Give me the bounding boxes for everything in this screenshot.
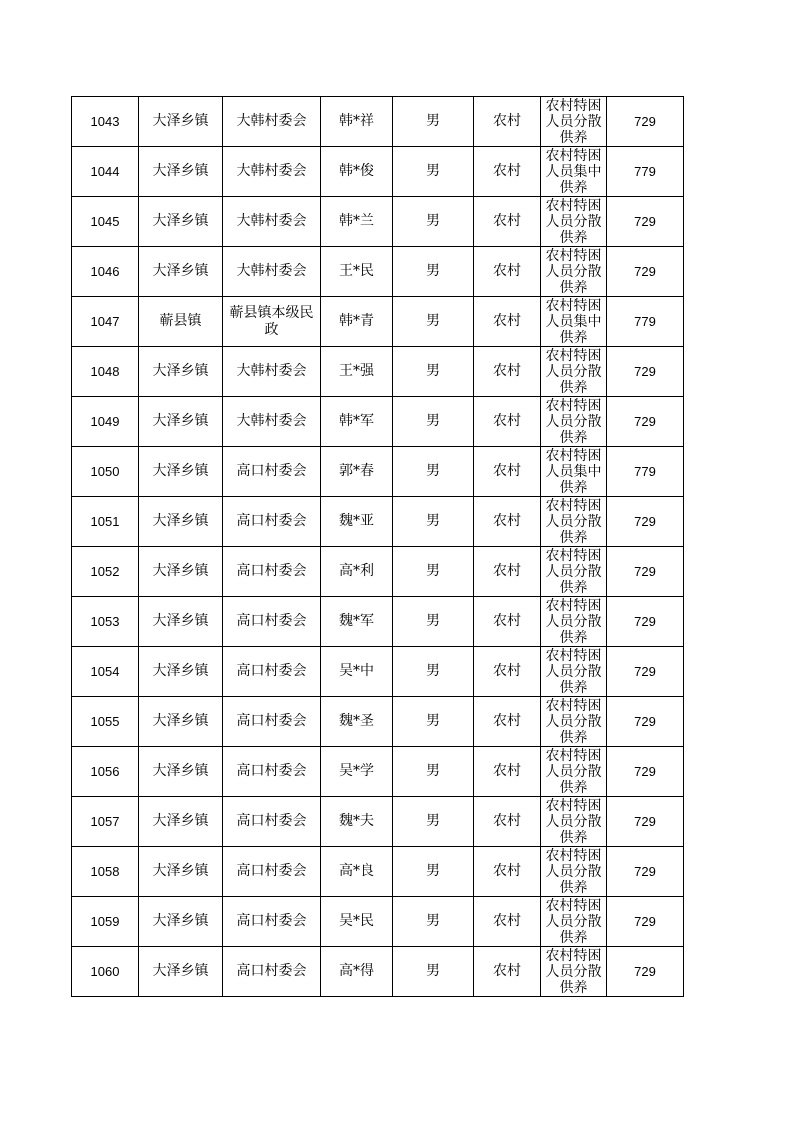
cell-town: 大泽乡镇 xyxy=(139,547,223,597)
cell-name: 吴*中 xyxy=(321,647,393,697)
cell-type-text: 农村特困人员分散供养 xyxy=(545,248,602,295)
cell-id: 1053 xyxy=(72,597,139,647)
cell-amount: 779 xyxy=(607,147,684,197)
cell-area: 农村 xyxy=(474,697,541,747)
cell-name: 韩*祥 xyxy=(321,97,393,147)
cell-amount: 729 xyxy=(607,347,684,397)
cell-village: 大韩村委会 xyxy=(223,247,321,297)
cell-gender: 男 xyxy=(393,897,474,947)
cell-village: 高口村委会 xyxy=(223,847,321,897)
cell-name: 高*利 xyxy=(321,547,393,597)
cell-id: 1054 xyxy=(72,647,139,697)
cell-town: 大泽乡镇 xyxy=(139,497,223,547)
cell-type xyxy=(541,197,607,247)
cell-town: 大泽乡镇 xyxy=(139,397,223,447)
table-row xyxy=(72,347,684,397)
cell-type xyxy=(541,447,607,497)
cell-amount: 729 xyxy=(607,897,684,947)
cell-village: 高口村委会 xyxy=(223,547,321,597)
cell-name: 魏*军 xyxy=(321,597,393,647)
cell-gender: 男 xyxy=(393,597,474,647)
table-row xyxy=(72,397,684,447)
cell-village: 大韩村委会 xyxy=(223,347,321,397)
cell-type-text: 农村特困人员分散供养 xyxy=(545,848,602,895)
cell-area: 农村 xyxy=(474,397,541,447)
cell-amount: 729 xyxy=(607,497,684,547)
cell-type xyxy=(541,347,607,397)
table-row xyxy=(72,597,684,647)
cell-name: 王*强 xyxy=(321,347,393,397)
cell-area: 农村 xyxy=(474,547,541,597)
cell-type xyxy=(541,697,607,747)
cell-town: 大泽乡镇 xyxy=(139,697,223,747)
cell-type xyxy=(541,847,607,897)
cell-area: 农村 xyxy=(474,897,541,947)
table-row xyxy=(72,697,684,747)
cell-area: 农村 xyxy=(474,497,541,547)
cell-amount: 729 xyxy=(607,697,684,747)
cell-town: 大泽乡镇 xyxy=(139,647,223,697)
cell-town: 大泽乡镇 xyxy=(139,347,223,397)
cell-village: 大韩村委会 xyxy=(223,97,321,147)
cell-name: 韩*兰 xyxy=(321,197,393,247)
cell-type xyxy=(541,147,607,197)
cell-town: 大泽乡镇 xyxy=(139,97,223,147)
cell-gender: 男 xyxy=(393,297,474,347)
cell-type xyxy=(541,97,607,147)
cell-amount: 729 xyxy=(607,797,684,847)
cell-village: 高口村委会 xyxy=(223,497,321,547)
cell-gender: 男 xyxy=(393,97,474,147)
cell-village: 高口村委会 xyxy=(223,697,321,747)
cell-id: 1052 xyxy=(72,547,139,597)
cell-village: 高口村委会 xyxy=(223,647,321,697)
cell-town: 大泽乡镇 xyxy=(139,247,223,297)
cell-type xyxy=(541,897,607,947)
cell-gender: 男 xyxy=(393,747,474,797)
cell-area: 农村 xyxy=(474,447,541,497)
cell-amount: 729 xyxy=(607,747,684,797)
cell-town: 大泽乡镇 xyxy=(139,597,223,647)
cell-type-text: 农村特困人员集中供养 xyxy=(545,148,602,195)
cell-town: 大泽乡镇 xyxy=(139,897,223,947)
cell-name: 韩*军 xyxy=(321,397,393,447)
cell-type-text: 农村特困人员集中供养 xyxy=(545,448,602,495)
cell-type xyxy=(541,547,607,597)
cell-name: 魏*圣 xyxy=(321,697,393,747)
cell-type-text: 农村特困人员分散供养 xyxy=(545,748,602,795)
cell-village: 大韩村委会 xyxy=(223,197,321,247)
cell-gender: 男 xyxy=(393,247,474,297)
cell-type-text: 农村特困人员分散供养 xyxy=(545,948,602,995)
cell-type xyxy=(541,797,607,847)
cell-gender: 男 xyxy=(393,447,474,497)
cell-id: 1056 xyxy=(72,747,139,797)
cell-village: 高口村委会 xyxy=(223,897,321,947)
cell-gender: 男 xyxy=(393,847,474,897)
table-row xyxy=(72,797,684,847)
table-row xyxy=(72,97,684,147)
cell-type-text: 农村特困人员分散供养 xyxy=(545,348,602,395)
table-row xyxy=(72,497,684,547)
cell-id: 1049 xyxy=(72,397,139,447)
cell-village: 高口村委会 xyxy=(223,797,321,847)
cell-village: 高口村委会 xyxy=(223,597,321,647)
table-row xyxy=(72,547,684,597)
cell-gender: 男 xyxy=(393,697,474,747)
table-row xyxy=(72,747,684,797)
cell-id: 1057 xyxy=(72,797,139,847)
cell-town: 大泽乡镇 xyxy=(139,147,223,197)
cell-type-text: 农村特困人员分散供养 xyxy=(545,698,602,745)
cell-gender: 男 xyxy=(393,497,474,547)
cell-type-text: 农村特困人员分散供养 xyxy=(545,398,602,445)
cell-gender: 男 xyxy=(393,147,474,197)
cell-amount: 729 xyxy=(607,647,684,697)
cell-town: 大泽乡镇 xyxy=(139,947,223,997)
table-row xyxy=(72,947,684,997)
cell-area: 农村 xyxy=(474,597,541,647)
table-row xyxy=(72,647,684,697)
cell-area: 农村 xyxy=(474,847,541,897)
table-row xyxy=(72,197,684,247)
cell-id: 1045 xyxy=(72,197,139,247)
records-table xyxy=(71,96,684,997)
cell-type xyxy=(541,247,607,297)
cell-amount: 729 xyxy=(607,247,684,297)
cell-name: 魏*夫 xyxy=(321,797,393,847)
cell-area: 农村 xyxy=(474,797,541,847)
cell-id: 1050 xyxy=(72,447,139,497)
cell-area: 农村 xyxy=(474,197,541,247)
cell-type-text: 农村特困人员分散供养 xyxy=(545,98,602,145)
cell-gender: 男 xyxy=(393,347,474,397)
cell-amount: 729 xyxy=(607,397,684,447)
cell-amount: 729 xyxy=(607,597,684,647)
table-row xyxy=(72,247,684,297)
cell-type xyxy=(541,947,607,997)
table-row xyxy=(72,447,684,497)
cell-type xyxy=(541,497,607,547)
table-row xyxy=(72,847,684,897)
cell-area: 农村 xyxy=(474,647,541,697)
cell-amount: 729 xyxy=(607,547,684,597)
cell-town: 蕲县镇 xyxy=(139,297,223,347)
cell-name: 郭*春 xyxy=(321,447,393,497)
cell-type xyxy=(541,297,607,347)
cell-area: 农村 xyxy=(474,147,541,197)
cell-area: 农村 xyxy=(474,297,541,347)
cell-area: 农村 xyxy=(474,247,541,297)
cell-name: 魏*亚 xyxy=(321,497,393,547)
cell-gender: 男 xyxy=(393,397,474,447)
cell-town: 大泽乡镇 xyxy=(139,447,223,497)
cell-village: 蕲县镇本级民政 xyxy=(223,297,321,347)
cell-id: 1060 xyxy=(72,947,139,997)
cell-id: 1047 xyxy=(72,297,139,347)
cell-village: 高口村委会 xyxy=(223,747,321,797)
cell-name: 高*得 xyxy=(321,947,393,997)
cell-town: 大泽乡镇 xyxy=(139,747,223,797)
cell-gender: 男 xyxy=(393,547,474,597)
cell-area: 农村 xyxy=(474,747,541,797)
cell-town: 大泽乡镇 xyxy=(139,197,223,247)
cell-type-text: 农村特困人员分散供养 xyxy=(545,798,602,845)
cell-type xyxy=(541,597,607,647)
cell-gender: 男 xyxy=(393,947,474,997)
cell-town: 大泽乡镇 xyxy=(139,847,223,897)
cell-id: 1059 xyxy=(72,897,139,947)
table-row xyxy=(72,897,684,947)
cell-type xyxy=(541,747,607,797)
cell-type-text: 农村特困人员分散供养 xyxy=(545,598,602,645)
cell-type-text: 农村特困人员分散供养 xyxy=(545,898,602,945)
cell-gender: 男 xyxy=(393,197,474,247)
cell-type xyxy=(541,647,607,697)
cell-area: 农村 xyxy=(474,347,541,397)
cell-id: 1051 xyxy=(72,497,139,547)
cell-name: 王*民 xyxy=(321,247,393,297)
cell-id: 1043 xyxy=(72,97,139,147)
cell-type-text: 农村特困人员分散供养 xyxy=(545,198,602,245)
cell-id: 1048 xyxy=(72,347,139,397)
cell-village: 高口村委会 xyxy=(223,947,321,997)
cell-name: 高*良 xyxy=(321,847,393,897)
cell-gender: 男 xyxy=(393,647,474,697)
cell-name: 韩*俊 xyxy=(321,147,393,197)
cell-id: 1058 xyxy=(72,847,139,897)
table-row xyxy=(72,147,684,197)
cell-town: 大泽乡镇 xyxy=(139,797,223,847)
cell-amount: 779 xyxy=(607,297,684,347)
cell-amount: 729 xyxy=(607,97,684,147)
cell-area: 农村 xyxy=(474,97,541,147)
cell-village: 高口村委会 xyxy=(223,447,321,497)
cell-amount: 729 xyxy=(607,847,684,897)
cell-type xyxy=(541,397,607,447)
cell-name: 韩*青 xyxy=(321,297,393,347)
cell-name: 吴*学 xyxy=(321,747,393,797)
cell-village: 大韩村委会 xyxy=(223,147,321,197)
table-row xyxy=(72,297,684,347)
cell-amount: 729 xyxy=(607,197,684,247)
cell-name: 吴*民 xyxy=(321,897,393,947)
cell-area: 农村 xyxy=(474,947,541,997)
cell-village: 大韩村委会 xyxy=(223,397,321,447)
cell-type-text: 农村特困人员分散供养 xyxy=(545,648,602,695)
cell-id: 1055 xyxy=(72,697,139,747)
cell-amount: 729 xyxy=(607,947,684,997)
cell-id: 1044 xyxy=(72,147,139,197)
cell-id: 1046 xyxy=(72,247,139,297)
cell-amount: 779 xyxy=(607,447,684,497)
cell-gender: 男 xyxy=(393,797,474,847)
cell-type-text: 农村特困人员分散供养 xyxy=(545,498,602,545)
table-body xyxy=(72,97,684,997)
cell-type-text: 农村特困人员集中供养 xyxy=(545,298,602,345)
cell-type-text: 农村特困人员分散供养 xyxy=(545,548,602,595)
